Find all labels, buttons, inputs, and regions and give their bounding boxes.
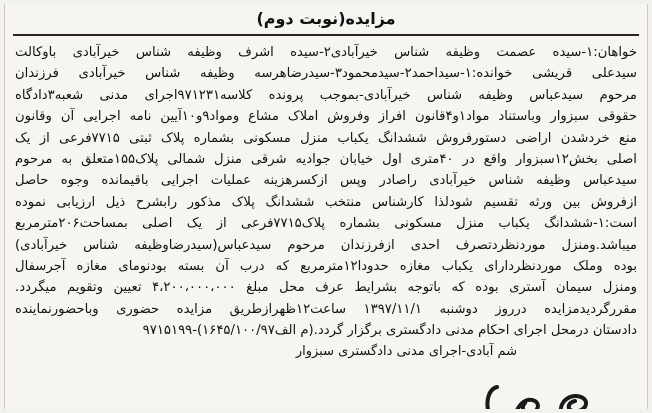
notice-line: مقررگردیدمزایده درروز دوشنبه ۱۳۹۷/۱۱/۱ ساعت۱۲ظهرازطریق مزایده حضوری وباحضورنماینده [15, 301, 637, 317]
notice-line: دادستان درمحل اجرای احکام مدنی دادگستری برگزار گردد.(م الف۱۶۴۵/۱۰۰/۹۷)-۹۷۱۵۱۹۹ [142, 323, 637, 339]
notice-line: سیدعلی قریشی خوانده:۱-سیداحمد۲-سیدمحمود۳-سیدرضاهرسه وظیفه شناس خیرآبادی فرزندان [15, 66, 637, 82]
notice-line: است:۱-ششدانگ یکباب منزل مسکونی بشماره پلاک۷۷۱۵فرعی از یک اصلی بمساحت۲۰۶مترمربع [15, 216, 637, 232]
notice-line: اصلی بخش۱۲سبزوار واقع در ۴۰متری اول خیابان جوادیه شرقی منزل شمالی پلاک۱۵۵متعلق به مرحوم [15, 151, 637, 167]
notice-signature: شم آبادی-اجرای مدنی دادگستری سبزوار [295, 344, 517, 360]
notice-line: سیدعباس وظیفه شناس خیرآبادی راصادر وپس ازکسرهزینه عملیات اجرایی باقیمانده وجوه حاصل [15, 173, 637, 189]
notice-line: منع خردشدن اراضی دستورفروش ششدانگ یکباب منزل مسکونی بشماره پلاک ثبتی ۷۷۱۵فرعی از یک [15, 130, 637, 146]
handwritten-number-mark [475, 379, 635, 409]
notice-body [5, 36, 647, 363]
notice-header [13, 4, 639, 36]
notice-line: ومنزل سیمان آستری بوده که باتوجه بشرایط عرف محل مبلغ ۴،۲۰۰،۰۰۰،۰۰۰ تعیین وتقویم میگردد. [15, 280, 637, 296]
notice-line: ازفروش بین ورثه تقسیم شودلذا کارشناس منتخب ششدانگ پلاک مذکور رابشرح ذیل ارزیابی نموده [15, 194, 637, 210]
notice-line: میباشد.ومنزل موردنظردتصرف احدی ازفرزندان مرحوم سیدعباس(سیدرضاوظیفه شناس خیرآبادی) [15, 237, 637, 253]
notice-title: مزایده(نوبت دوم) [256, 9, 396, 28]
auction-notice [4, 4, 648, 409]
notice-line: حقوقی سبزوار وباستناد مواد۱و۴قانون افراز وفروش املاک مشاع ومواد۹و۱۰آیین نامه اجرایی آن وقانون [15, 109, 637, 125]
notice-line: مرحوم سیدعباس وظیفه شناس خیرآبادی-بموجب پرونده کلاسه۹۷۱۲۳۱اجرای مدنی شعبه۳دادگاه [15, 87, 637, 103]
notice-line: بوده وملک موردنظردارای یکباب مغازه حدودا۱۲مترمربع که درب آن بسته بودنومای مغازه آجرسفال [15, 258, 637, 274]
notice-line: خواهان:۱-سیده عصمت وظیفه شناس خیرآبادی۲-سیده اشرف وظیفه شناس خیرآبادی باوکالت [15, 45, 637, 60]
handwritten-number [475, 379, 635, 409]
